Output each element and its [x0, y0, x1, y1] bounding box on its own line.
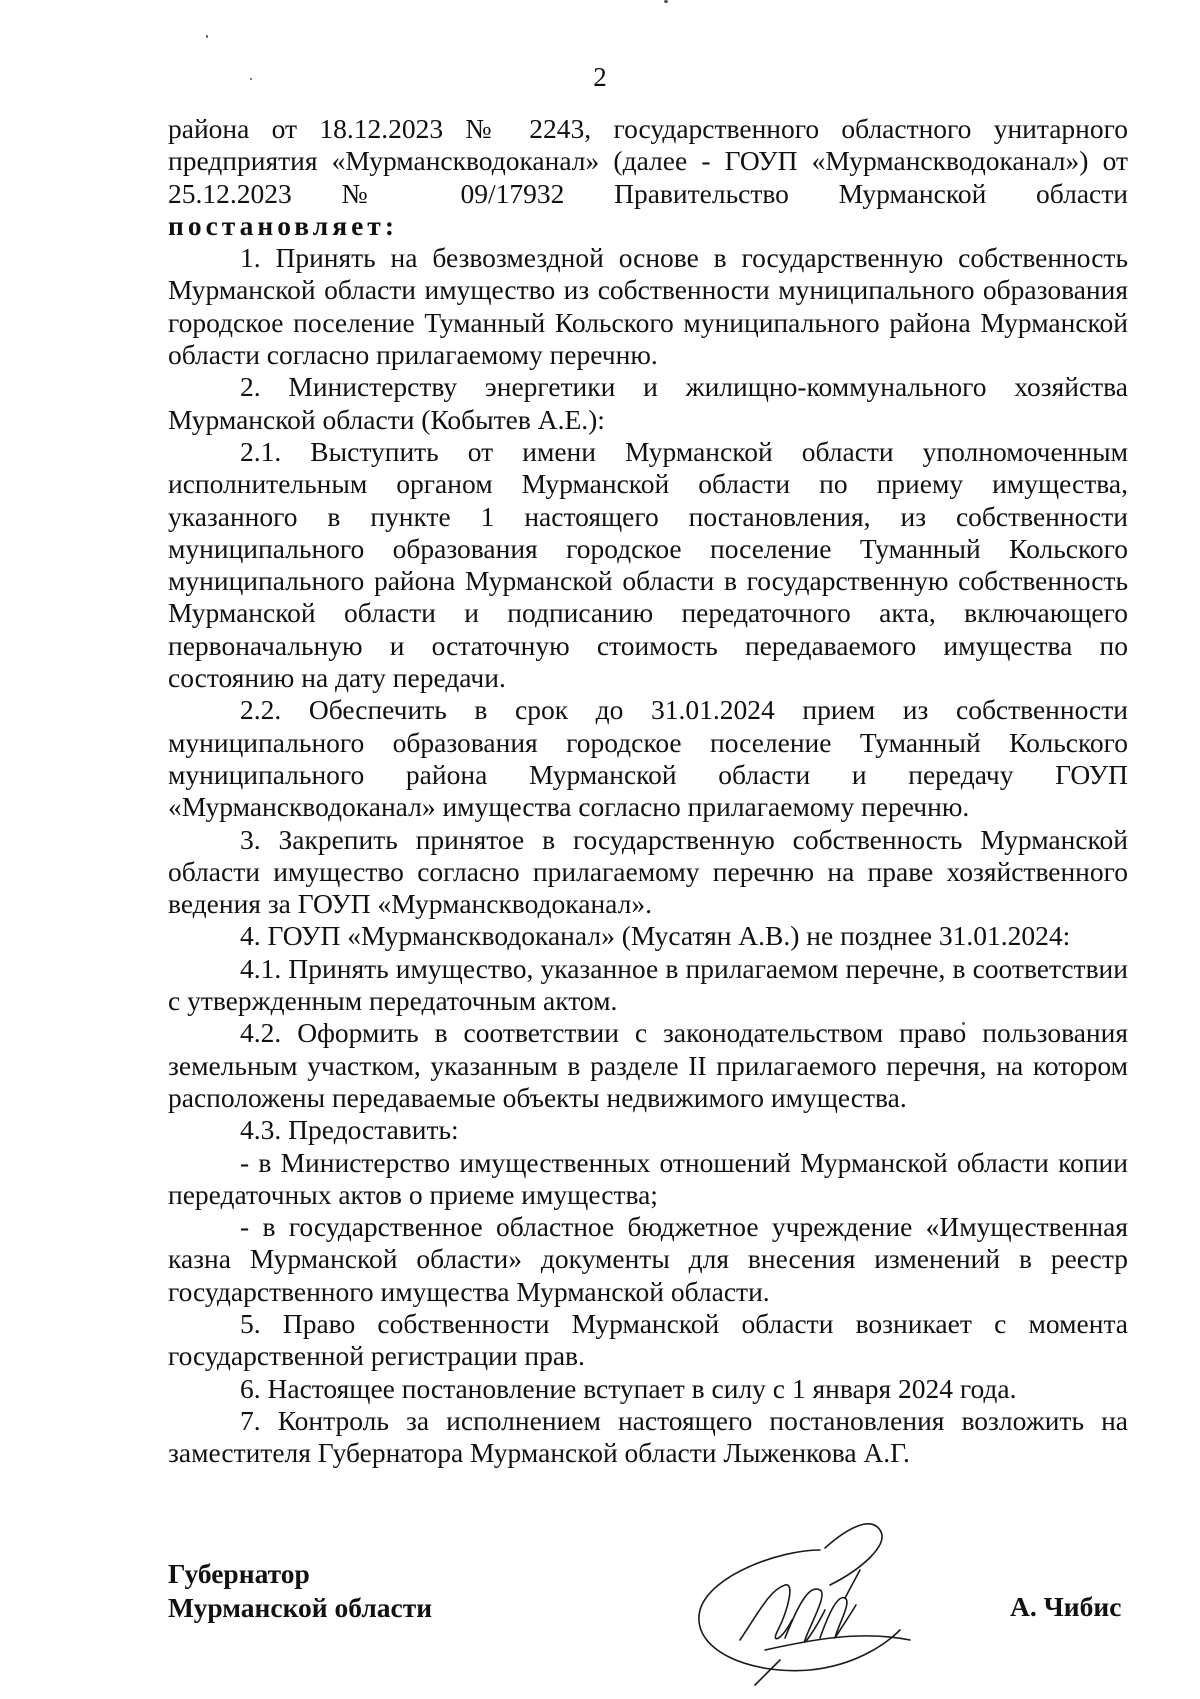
handwritten-signature	[670, 1490, 930, 1690]
clause-2-2: 2.2. Обеспечить в срок до 31.01.2024 прием из собственности муниципального образования городское поселение Туманный Кольского муниципального района Мурманской области и передачу ГОУП «Мурманскводоканал» имущества согласно прилагаемому перечню.	[168, 694, 1128, 823]
signatory-name: А. Чибис	[1010, 1591, 1122, 1622]
resolves-line	[168, 210, 1128, 242]
clause-7: 7. Контроль за исполнением настоящего постановления возложить на заместителя Губернатора Мурманской области Лыженкова А.Г.	[168, 1404, 1128, 1469]
clause-4-1: 4.1. Принять имущество, указанное в прилагаемом перечне, в соответствии с утвержденным передаточным актом.	[168, 952, 1128, 1017]
clause-3: 3. Закрепить принятое в государственную собственность Мурманской области имущество согласно прилагаемому перечню на праве хозяйственного ведения за ГОУП «Мурманскводоканал».	[168, 823, 1128, 920]
signatory-region: Мурманской области	[168, 1592, 433, 1623]
page-number: 2	[593, 62, 607, 92]
clause-6: 6. Настоящее постановление вступает в силу с 1 января 2024 года.	[240, 1372, 1017, 1404]
signatory-title: Губернатор	[168, 1558, 310, 1589]
signatory-position	[168, 1557, 432, 1625]
clause-4-2: 4.2. Оформить в соответствии с законодательством право пользования земельным участком, указанным в разделе II прилагаемого перечня, на котором расположены передаваемые объекты недвижимого имущества.	[168, 1017, 1128, 1113]
clause-4-3-item-1: - в Министерство имущественных отношений Мурманской области копии передаточных актов о приеме имущества;	[168, 1146, 1128, 1210]
resolves-word: постановляет:	[168, 209, 398, 241]
clause-1: 1. Принять на безвозмездной основе в государственную собственность Мурманской области имущество из собственности муниципального образования городское поселение Туманный Кольского муниципального района Мурманской области согласно прилагаемому перечню.	[168, 242, 1128, 371]
clause-2-1: 2.1. Выступить от имени Мурманской области уполномоченным исполнительным органом Мурманской области по приему имущества, указанного в пункте 1 настоящего постановления, из собственности муниципального образования городское поселение Туманный Кольского муниципального района Мурманской области в государственную собственность Мурманской области и подписанию передаточного акта, включающего первоначальную и остаточную стоимость передаваемого имущества по состоянию на дату передачи.	[168, 435, 1128, 694]
clause-4: 4. ГОУП «Мурманскводоканал» (Мусатян А.В.) не позднее 31.01.2024:	[240, 920, 1071, 952]
clause-4-3-item-2: - в государственное областное бюджетное учреждение «Имущественная казна Мурманской области» документы для внесения изменений в реестр государственного имущества Мурманской области.	[168, 1211, 1128, 1307]
clause-5: 5. Право собственности Мурманской области возникает с момента государственной регистрации прав.	[168, 1307, 1128, 1372]
document-body	[168, 113, 1128, 1469]
scan-speck	[664, 0, 668, 3]
scan-speck	[206, 35, 208, 38]
clause-4-3: 4.3. Предоставить:	[240, 1114, 459, 1146]
clause-2: 2. Министерству энергетики и жилищно-коммунального хозяйства Мурманской области (Кобытев А.Е.):	[168, 371, 1128, 435]
intro-paragraph: района от 18.12.2023 № 2243, государственного областного унитарного предприятия «Мурманскводоканал» (далее - ГОУП «Мурманскводоканал») от 25.12.2023 № 09/17932 Правительство Мурманской области	[168, 113, 1128, 209]
